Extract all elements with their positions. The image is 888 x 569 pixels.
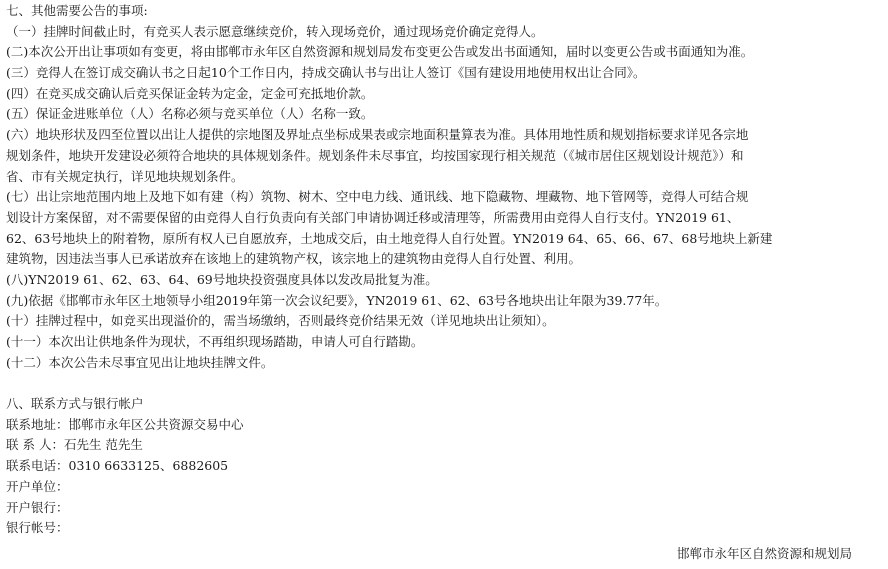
account-unit: 开户单位：	[6, 478, 69, 494]
item-9: (九)依据《邯郸市永年区土地领导小组2019年第一次会议纪要》，YN2019 61、62、63号各地块出让年限为39.77年。	[6, 292, 668, 308]
item-2: (二)本次公开出让事项如有变更，将由邯郸市永年区自然资源和规划局发布变更公告或发出书面通知，届时以变更公告或书面通知为准。	[6, 44, 754, 60]
item-7-line-3: 62、63号地块上的附着物，原所有权人已自愿放弃，土地成交后，由土地竞得人自行处置。YN2019 64、65、66、67、68号地块上新建	[6, 230, 773, 246]
item-6-line-2: 规划条件，地块开发建设必须符合地块的具体规划条件。规划条件未尽事宜，均按国家现行相关规范（《城市居住区规划设计规范》）和	[6, 147, 744, 163]
issuer-signature: 邯郸市永年区自然资源和规划局	[676, 546, 852, 561]
bank-name: 开户银行：	[6, 499, 69, 515]
item-7-line-1: (七）出让宗地范围内地上及地下如有建（构）筑物、树木、空中电力线、通讯线、地下隐藏物、埋藏物、地下管网等，竞得人可结合规	[6, 189, 749, 205]
item-11: (十一）本次出让供地条件为现状，不再组织现场踏勘，申请人可自行踏勘。	[6, 334, 424, 349]
contact-address: 联系地址：邯郸市永年区公共资源交易中心	[6, 416, 244, 432]
item-7-line-2: 划设计方案保留，对不需要保留的由竞得人自行负责向有关部门申请协调迁移或清理等，所需费用由竞得人自行支付。YN2019 61、	[6, 209, 740, 225]
contact-phone: 联系电话：0310 6633125、6882605	[6, 458, 229, 474]
item-8: (八)YN2019 61、62、63、64、69号地块投资强度具体以发改局批复为准。	[6, 271, 438, 287]
item-12: (十二）本次公告未尽事宜见出让地块挂牌文件。	[6, 354, 274, 370]
announcement-document	[6, 1, 878, 539]
account-number: 银行帐号：	[6, 520, 69, 536]
paragraph-spacer	[6, 373, 878, 394]
section-8-title: 八、联系方式与银行帐户	[6, 396, 144, 412]
item-1: （一）挂牌时间截止时，有竞买人表示愿意继续竞价，转入现场竞价，通过现场竞价确定竞得人。	[6, 23, 544, 39]
item-4: (四）在竞买成交确认后竞买保证金转为定金，定金可充抵地价款。	[6, 85, 374, 101]
item-5: (五）保证金进账单位（人）名称必须与竞买单位（人）名称一致。	[6, 106, 374, 122]
item-6-line-3: 省、市有关规定执行，详见地块规划条件。	[6, 168, 244, 184]
item-6-line-1: (六）地块形状及四至位置以出让人提供的宗地图及界址点坐标成果表或宗地面积量算表为准。具体用地性质和规划指标要求详见各宗地	[6, 127, 749, 143]
contact-person: 联 系 人：石先生 范先生	[6, 437, 143, 453]
item-7-line-4: 建筑物，因违法当事人已承诺放弃在该地上的建筑物产权，该宗地上的建筑物由竞得人自行处置、利用。	[6, 251, 582, 267]
section-7-title: 七、其他需要公告的事项:	[6, 3, 148, 18]
item-3: (三）竞得人在签订成交确认书之日起10个工作日内，持成交确认书与出让人签订《国有建设用地使用权出让合同》。	[6, 65, 646, 81]
item-10: (十）挂牌过程中，如竞买出现溢价的，需当场缴纳，否则最终竞价结果无效（详见地块出让须知）。	[6, 313, 555, 329]
